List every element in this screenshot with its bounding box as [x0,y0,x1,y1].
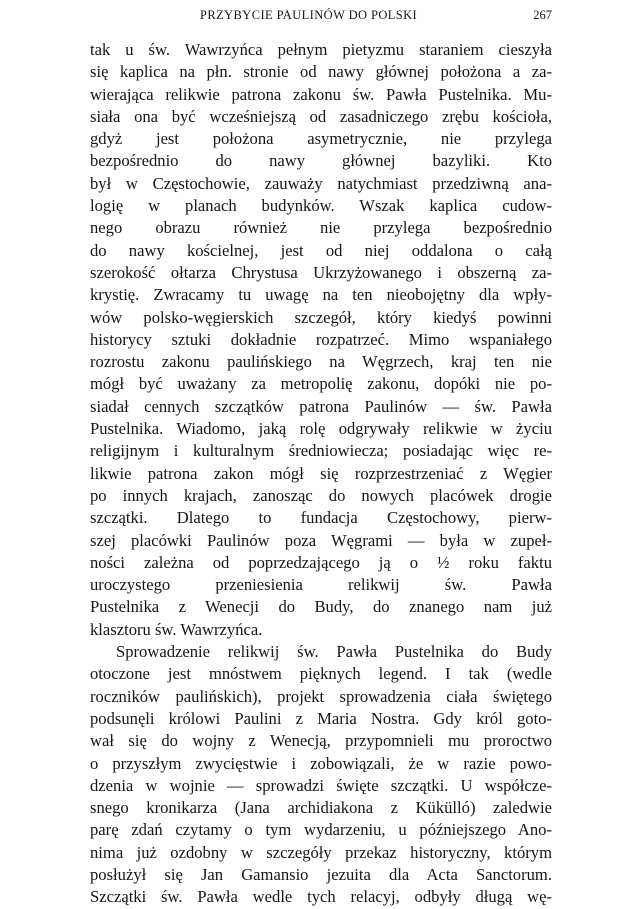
text-line: Sprowadzenie relikwij św. Pawła Pustelnika do Budy [116,642,552,662]
text-line: ności zależna od poprzedzającego ją o ½ roku faktu [90,552,552,572]
text-line: siała ona być wcześniejszą od zasadniczego zrębu kościoła, [90,106,552,126]
text-line: snego kronikarza (Jana archidiakona z Kükülló) zaledwie [90,798,552,818]
running-header [90,6,552,24]
text-line: bezpośrednio do nawy głównej bazyliki. Kto [90,151,552,171]
text-line: szerokość ołtarza Chrystusa Ukrzyżowanego i obszerną za- [90,262,552,282]
text-line: Pustelnika z Wenecji do Budy, do znanego nam już [90,597,552,617]
page-number: 267 [533,8,552,22]
text-line: Szczątki św. Pawła wedle tych relacyj, odbyły długą wę- [90,887,552,907]
text-line: do nawy kościelnej, jest od niej oddalona o całą [90,240,552,260]
text-line: wierająca relikwie patrona zakonu św. Pawła Pustelnika. Mu- [90,84,552,104]
text-line: szej placówki Paulinów poza Węgrami — była w zupeł- [90,530,552,550]
text-line: gdyż jest położona asymetrycznie, nie przylega [90,129,552,149]
text-line: po innych krajach, zanosząc do nowych placówek drogie [90,485,552,505]
text-line: szczątki. Dlatego to fundacja Częstochowy, pierw- [90,508,552,528]
body-text [90,39,552,909]
text-line: dzenia w wojnie — sprowadzi święte szczątki. U współcze- [90,775,552,795]
text-line: o przyszłym zwycięstwie i zobowiązali, że w razie powo- [90,753,552,773]
text-line: otoczone jest mnóstwem pięknych legend. I tak (wedle [90,664,552,684]
text-line: rozrostu zakonu paulińskiego na Węgrzech, kraj ten nie [90,352,552,372]
text-line: parę zdań czytamy o tym wydarzeniu, u późniejszego Ano- [90,820,552,840]
text-line: wów polsko-węgierskich szczegół, który kiedyś powinni [90,307,552,327]
text-line: tak u św. Wawrzyńca pełnym pietyzmu staraniem cieszyła [90,40,552,59]
text-line: nima już ozdobny w szczegóły przekaz historyczny, którym [90,842,552,862]
text-line: był w Częstochowie, zauważy natychmiast przedziwną ana- [90,173,552,193]
text-line: nego obrazu również nie przylega bezpośrednio [90,218,552,238]
text-line: logię w planach budynków. Wszak kaplica cudow- [90,196,552,216]
text-line: likwie patrona zakon mógł się rozprzestrzeniać z Węgier [90,463,552,483]
text-line: mógł być uważany za metropolię zakonu, dopóki nie po- [90,374,552,394]
chapter-title: PRZYBYCIE PAULINÓW DO POLSKI [200,8,418,22]
text-line: krystię. Zwracamy tu uwagę na ten nieobojętny dla wpły- [90,285,552,305]
text-line: klasztoru św. Wawrzyńca. [90,619,263,639]
text-line: historycy sztuki dokładnie rozpatrzeć. Mimo wspaniałego [90,329,552,349]
text-line: Pustelnika. Wiadomo, jaką rolę odgrywały relikwie w życiu [90,419,552,439]
text-line: wał się do wojny z Wenecją, przypomnieli mu proroctwo [90,731,552,751]
text-line: podsunęli królowi Paulini z Maria Nostra. Gdy król goto- [90,708,552,728]
text-line: roczników paulińskich), projekt sprowadzenia ciała świętego [90,686,552,706]
text-line: uroczystego przeniesienia relikwij św. Pawła [90,575,552,595]
text-line: posłużył się Jan Gamansio jezuita dla Acta Sanctorum. [90,864,552,884]
text-line: religijnym i kulturalnym średniowiecza; posiadając więc re- [90,441,552,461]
text-line: się kaplica na płn. stronie od nawy głównej położona a za- [90,62,552,82]
text-line: siadał cennych szczątków patrona Paulinów — św. Pawła [90,396,552,416]
